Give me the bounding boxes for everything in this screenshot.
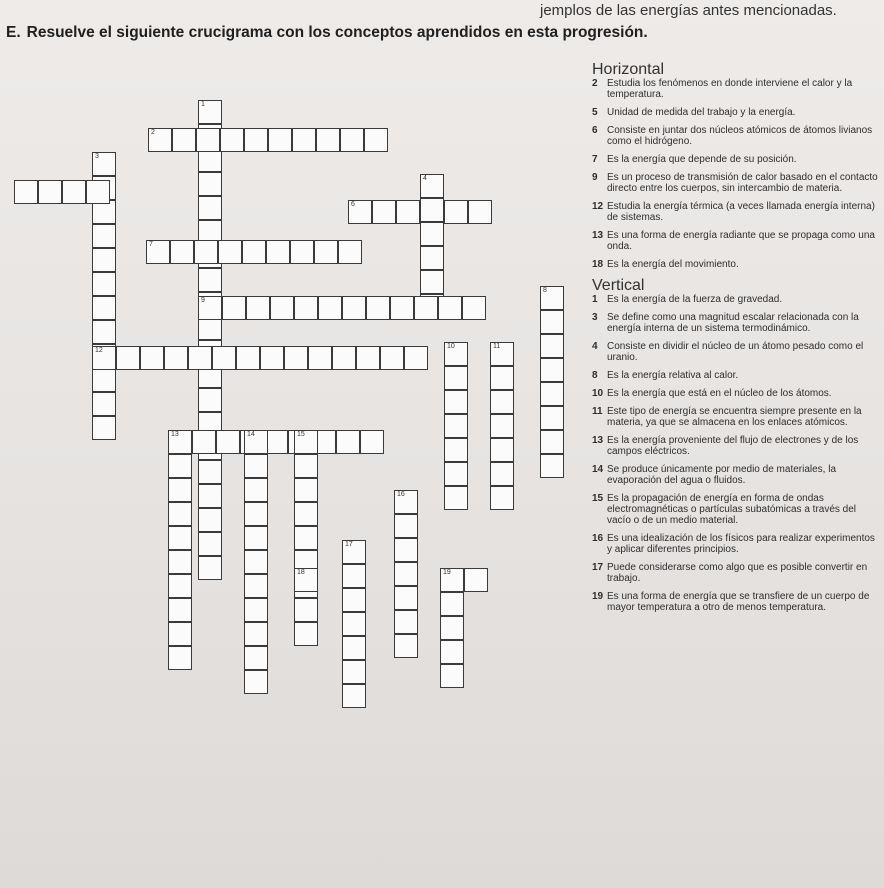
crossword-cell[interactable]: [92, 416, 116, 440]
crossword-cell[interactable]: [444, 342, 468, 366]
crossword-cell[interactable]: [266, 240, 290, 264]
cell-number: 18: [297, 569, 305, 576]
crossword-cell[interactable]: [366, 296, 390, 320]
crossword-cell[interactable]: [168, 598, 192, 622]
crossword-cell[interactable]: [168, 430, 192, 454]
crossword-cell[interactable]: [540, 430, 564, 454]
crossword-cell[interactable]: [394, 610, 418, 634]
crossword-cell[interactable]: [440, 592, 464, 616]
crossword-cell[interactable]: [62, 180, 86, 204]
crossword-cell[interactable]: [168, 478, 192, 502]
crossword-cell[interactable]: [332, 346, 356, 370]
crossword-cell[interactable]: [540, 286, 564, 310]
clue-number: 5: [592, 107, 598, 118]
cell-number: 4: [423, 175, 427, 182]
cell-number: 17: [345, 541, 353, 548]
crossword-cell[interactable]: [336, 430, 360, 454]
crossword-cell[interactable]: [168, 526, 192, 550]
crossword-cell[interactable]: [198, 100, 222, 124]
crossword-cell[interactable]: [342, 636, 366, 660]
clue-number: 16: [592, 533, 604, 544]
crossword-cell[interactable]: [236, 346, 260, 370]
crossword-cell[interactable]: [196, 128, 220, 152]
clue-v13: [592, 435, 882, 457]
clue-h12: [592, 201, 882, 223]
clue-h9: [592, 172, 882, 194]
crossword-cell[interactable]: [244, 622, 268, 646]
cell-number: 19: [443, 569, 451, 576]
clue-number: 14: [592, 464, 604, 475]
crossword-cell[interactable]: [314, 240, 338, 264]
clue-text: Unidad de medida del trabajo y la energía.: [607, 107, 796, 118]
crossword-cell[interactable]: [294, 478, 318, 502]
crossword-cell[interactable]: [244, 128, 268, 152]
clue-number: 12: [592, 201, 604, 212]
clue-number: 8: [592, 370, 598, 381]
crossword-cell[interactable]: [294, 622, 318, 646]
clue-number: 18: [592, 259, 604, 270]
clue-text: Es la energía de la fuerza de gravedad.: [607, 294, 783, 305]
crossword-cell[interactable]: [244, 502, 268, 526]
crossword-cell[interactable]: [490, 390, 514, 414]
clue-number: 6: [592, 125, 598, 136]
crossword-cell[interactable]: [440, 640, 464, 664]
crossword-cell[interactable]: [244, 598, 268, 622]
crossword-cell[interactable]: [360, 430, 384, 454]
vertical-title: Vertical: [592, 277, 645, 294]
crossword-cell[interactable]: [212, 346, 236, 370]
crossword-cell[interactable]: [294, 296, 318, 320]
crossword-cell[interactable]: [244, 574, 268, 598]
cell-number: 16: [397, 491, 405, 498]
clue-v11: [592, 406, 882, 428]
clue-v3: [592, 312, 882, 334]
clue-text: Este tipo de energía se encuentra siempre presente en la materia, ya que se almacena en los enlaces atómicos.: [607, 406, 862, 428]
crossword-cell[interactable]: [146, 240, 170, 264]
clue-number: 9: [592, 172, 598, 183]
crossword-cell[interactable]: [490, 438, 514, 462]
horizontal-title: Horizontal: [592, 61, 665, 78]
crossword-cell[interactable]: [168, 502, 192, 526]
clue-text: Es una idealización de los físicos para realizar experimentos y aplicar diferentes principios.: [607, 533, 875, 555]
clue-text: Es un proceso de transmisión de calor basado en el contacto directo entre los cuerpos, sin intercambio de materia.: [607, 172, 878, 194]
crossword-cell[interactable]: [420, 222, 444, 246]
crossword-cell[interactable]: [444, 200, 468, 224]
crossword-cell[interactable]: [116, 346, 140, 370]
crossword-cell[interactable]: [394, 634, 418, 658]
crossword-cell[interactable]: [490, 366, 514, 390]
clue-text: Se define como una magnitud escalar relacionada con la energía interna de un sistema termodinámico.: [607, 312, 859, 334]
crossword-cell[interactable]: [342, 564, 366, 588]
crossword-cell[interactable]: [540, 310, 564, 334]
crossword-cell[interactable]: [268, 128, 292, 152]
crossword-cell[interactable]: [246, 296, 270, 320]
crossword-cell[interactable]: [284, 346, 308, 370]
crossword-cell[interactable]: [92, 296, 116, 320]
crossword-cell[interactable]: [244, 454, 268, 478]
crossword-cell[interactable]: [140, 346, 164, 370]
crossword-cell[interactable]: [342, 660, 366, 684]
crossword-cell[interactable]: [244, 670, 268, 694]
crossword-cell[interactable]: [356, 346, 380, 370]
clue-number: 2: [592, 78, 598, 89]
crossword-cell[interactable]: [294, 526, 318, 550]
clue-text: Es una forma de energía radiante que se propaga como una onda.: [607, 230, 875, 252]
crossword-cell[interactable]: [318, 296, 342, 320]
cell-number: 3: [95, 153, 99, 160]
crossword-cell[interactable]: [540, 358, 564, 382]
crossword-cell[interactable]: [92, 368, 116, 392]
cell-number: 6: [351, 201, 355, 208]
clue-number: 11: [592, 406, 603, 417]
clue-text: Consiste en dividir el núcleo de un átomo pesado como el uranio.: [607, 341, 864, 363]
crossword-cell[interactable]: [444, 390, 468, 414]
crossword-cell[interactable]: [172, 128, 196, 152]
crossword-cell[interactable]: [220, 128, 244, 152]
crossword-cell[interactable]: [168, 454, 192, 478]
crossword-cell[interactable]: [444, 438, 468, 462]
crossword-cell[interactable]: [86, 180, 110, 204]
crossword-cell[interactable]: [348, 200, 372, 224]
exercise-heading-text: Resuelve el siguiente crucigrama con los conceptos aprendidos en esta progresión.: [26, 24, 648, 41]
crossword-cell[interactable]: [440, 616, 464, 640]
clue-v16: [592, 533, 882, 555]
crossword-cell[interactable]: [168, 574, 192, 598]
crossword-cell[interactable]: [420, 270, 444, 294]
crossword-cell[interactable]: [444, 414, 468, 438]
horizontal-clue-list: [592, 78, 882, 270]
clue-number: 17: [592, 562, 604, 573]
clue-v8: [592, 370, 882, 381]
crossword-cell[interactable]: [316, 128, 340, 152]
clue-text: Es la energía relativa al calor.: [607, 370, 739, 381]
cell-number: 2: [151, 129, 155, 136]
cell-number: 13: [171, 431, 179, 438]
clue-text: Consiste en juntar dos núcleos atómicos de átomos livianos como el hidrógeno.: [607, 125, 873, 147]
clue-text: Es la energía que depende de su posición.: [607, 154, 797, 165]
crossword-cell[interactable]: [222, 296, 246, 320]
clue-h7: [592, 154, 882, 165]
clue-number: 10: [592, 388, 604, 399]
crossword-cell[interactable]: [342, 588, 366, 612]
crossword-cell[interactable]: [394, 490, 418, 514]
clue-v4: [592, 341, 882, 363]
clue-number: 13: [592, 230, 604, 241]
crossword-cell[interactable]: [390, 296, 414, 320]
cell-number: 9: [201, 297, 205, 304]
crossword-cell[interactable]: [188, 346, 212, 370]
crossword-cell[interactable]: [540, 382, 564, 406]
crossword-cell[interactable]: [490, 486, 514, 510]
cell-number: 12: [95, 347, 103, 354]
crossword-cell[interactable]: [198, 172, 222, 196]
cell-number: 1: [201, 101, 205, 108]
crossword-cell[interactable]: [92, 272, 116, 296]
clue-number: 19: [592, 591, 604, 602]
clue-number: 1: [592, 294, 598, 305]
crossword-cell[interactable]: [168, 550, 192, 574]
crossword-cell[interactable]: [338, 240, 362, 264]
crossword-cell[interactable]: [168, 622, 192, 646]
crossword-cell[interactable]: [490, 342, 514, 366]
crossword-cell[interactable]: [342, 296, 366, 320]
clue-h6: [592, 125, 882, 147]
crossword-cell[interactable]: [194, 240, 218, 264]
clue-v15: [592, 493, 882, 526]
clue-h2: [592, 78, 882, 100]
crossword-cell[interactable]: [468, 200, 492, 224]
crossword-cell[interactable]: [420, 174, 444, 198]
crossword-cell[interactable]: [294, 454, 318, 478]
crossword-cell[interactable]: [394, 586, 418, 610]
crossword-cell[interactable]: [340, 128, 364, 152]
crossword-cell[interactable]: [168, 646, 192, 670]
crossword-cell[interactable]: [490, 462, 514, 486]
clue-text: Estudia la energía térmica (a veces llamada energía interna) de sistemas.: [607, 201, 875, 223]
crossword-cell[interactable]: [294, 568, 318, 592]
clue-h13: [592, 230, 882, 252]
crossword-cell[interactable]: [198, 556, 222, 580]
crossword-cell[interactable]: [540, 406, 564, 430]
crossword-cell[interactable]: [92, 346, 116, 370]
crossword-cell[interactable]: [396, 200, 420, 224]
clues-panel: [592, 61, 882, 620]
crossword-cell[interactable]: [290, 240, 314, 264]
crossword-cell[interactable]: [92, 152, 116, 176]
crossword-cell[interactable]: [216, 430, 240, 454]
cell-number: 14: [247, 431, 255, 438]
crossword-cell[interactable]: [92, 248, 116, 272]
crossword-cell[interactable]: [380, 346, 404, 370]
crossword-cell[interactable]: [148, 128, 172, 152]
clue-text: Estudia los fenómenos en donde interviene el calor y la temperatura.: [607, 78, 853, 100]
crossword-cell[interactable]: [444, 486, 468, 510]
clue-text: Se produce únicamente por medio de materiales, la evaporación del agua o fluidos.: [607, 464, 837, 486]
crossword-cell[interactable]: [294, 430, 318, 454]
crossword-cell[interactable]: [164, 346, 188, 370]
crossword-cell[interactable]: [294, 502, 318, 526]
crossword-cell[interactable]: [444, 366, 468, 390]
crossword-cell[interactable]: [92, 392, 116, 416]
cell-number: 11: [493, 343, 501, 350]
crossword-cell[interactable]: [414, 296, 438, 320]
crossword-cell[interactable]: [440, 568, 464, 592]
crossword-cell[interactable]: [192, 430, 216, 454]
crossword-cell[interactable]: [218, 240, 242, 264]
crossword-cell[interactable]: [444, 462, 468, 486]
crossword-cell[interactable]: [92, 320, 116, 344]
crossword-cell[interactable]: [270, 296, 294, 320]
clue-v14: [592, 464, 882, 486]
crossword-cell[interactable]: [198, 532, 222, 556]
crossword-cell[interactable]: [420, 198, 444, 222]
crossword-cell[interactable]: [198, 460, 222, 484]
crossword-cell[interactable]: [394, 514, 418, 538]
cell-number: 7: [149, 241, 153, 248]
crossword-cell[interactable]: [244, 526, 268, 550]
crossword-cell[interactable]: [420, 246, 444, 270]
clue-h5: [592, 107, 882, 118]
crossword-cell[interactable]: [394, 538, 418, 562]
crossword-cell[interactable]: [438, 296, 462, 320]
crossword-cell[interactable]: [292, 128, 316, 152]
cell-number: 8: [543, 287, 547, 294]
clue-number: 3: [592, 312, 598, 323]
crossword-cell[interactable]: [242, 240, 266, 264]
cell-number: 10: [447, 343, 455, 350]
crossword-cell[interactable]: [440, 664, 464, 688]
clue-text: Es la energía del movimiento.: [607, 259, 739, 270]
vertical-clue-list: [592, 294, 882, 613]
clue-text: Es la energía que está en el núcleo de los átomos.: [607, 388, 832, 399]
clue-text: Puede considerarse como algo que es posible convertir en trabajo.: [607, 562, 868, 584]
crossword-cell[interactable]: [38, 180, 62, 204]
crossword-cell[interactable]: [170, 240, 194, 264]
crossword-cell[interactable]: [462, 296, 486, 320]
crossword-cell[interactable]: [342, 684, 366, 708]
crossword-cell[interactable]: [198, 388, 222, 412]
crossword-cell[interactable]: [244, 646, 268, 670]
clue-v19: [592, 591, 882, 613]
crossword-cell[interactable]: [372, 200, 396, 224]
crossword-cell[interactable]: [198, 196, 222, 220]
clue-text: Es la energía proveniente del flujo de electrones y de los campos eléctricos.: [607, 435, 859, 457]
clue-v10: [592, 388, 882, 399]
crossword-cell[interactable]: [294, 598, 318, 622]
clue-text: Es una forma de energía que se transfiere de un cuerpo de mayor temperatura a otro de menos temperatura.: [607, 591, 870, 613]
crossword-cell[interactable]: [14, 180, 38, 204]
crossword-cell[interactable]: [92, 224, 116, 248]
cell-number: 15: [297, 431, 305, 438]
crossword-cell[interactable]: [490, 414, 514, 438]
previous-instruction-line: jemplos de las energías antes mencionadas.: [540, 2, 837, 19]
clue-v17: [592, 562, 882, 584]
crossword-cell[interactable]: [198, 296, 222, 320]
crossword-cell[interactable]: [364, 128, 388, 152]
clue-v1: [592, 294, 882, 305]
clue-text: Es la propagación de energía en forma de ondas electromagnéticas o partículas subatómicas a través del vacío o de un medio material.: [607, 493, 857, 526]
crossword-cell[interactable]: [260, 346, 284, 370]
crossword-cell[interactable]: [342, 540, 366, 564]
crossword-cell[interactable]: [198, 484, 222, 508]
crossword-cell[interactable]: [244, 550, 268, 574]
clue-number: 13: [592, 435, 604, 446]
crossword-cell[interactable]: [394, 562, 418, 586]
clue-number: 15: [592, 493, 604, 504]
clue-h18: [592, 259, 882, 270]
exercise-letter: E.: [6, 24, 21, 41]
crossword-cell[interactable]: [464, 568, 488, 592]
clue-number: 4: [592, 341, 598, 352]
crossword-cell[interactable]: [198, 508, 222, 532]
crossword-cell[interactable]: [244, 430, 268, 454]
crossword-cell[interactable]: [342, 612, 366, 636]
clue-number: 7: [592, 154, 598, 165]
crossword-cell[interactable]: [244, 478, 268, 502]
crossword-cell[interactable]: [404, 346, 428, 370]
crossword-cell[interactable]: [540, 454, 564, 478]
crossword-cell[interactable]: [308, 346, 332, 370]
crossword-cell[interactable]: [198, 268, 222, 292]
crossword-cell[interactable]: [540, 334, 564, 358]
